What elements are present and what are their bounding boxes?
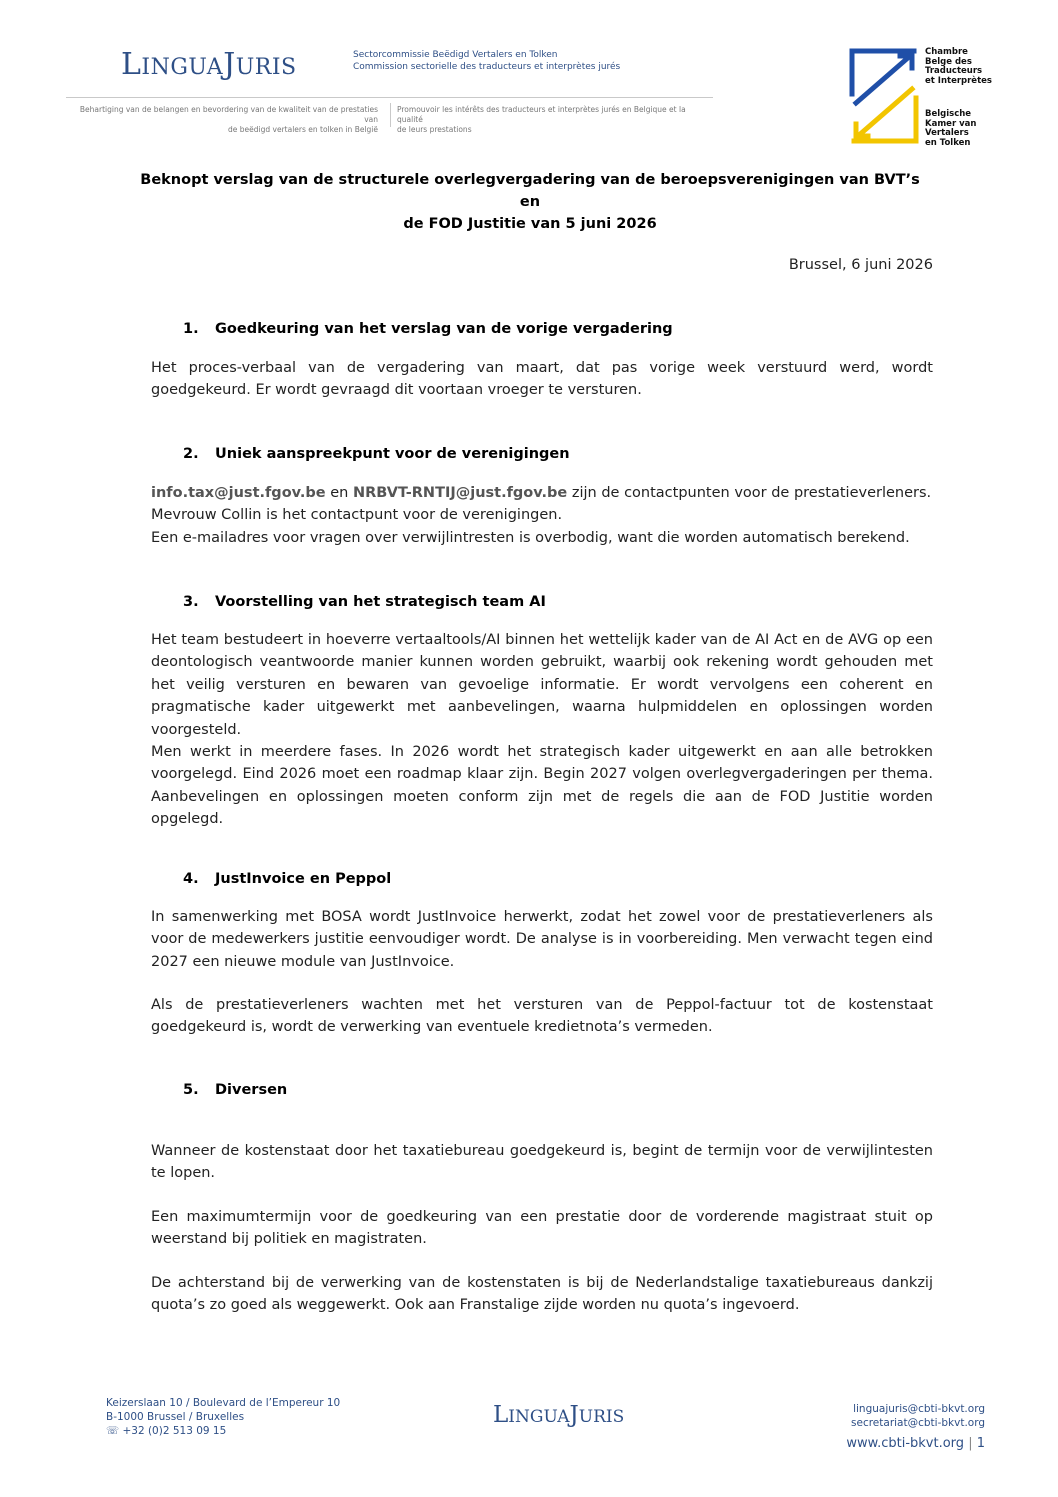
separator: | xyxy=(968,1436,973,1451)
contact-line: Mevrouw Collin is het contactpunt voor de verenigingen. xyxy=(151,507,563,524)
paragraph: Een maximumtermijn voor de goedkeuring van een prestatie door de vorderende magistraat stuit op weerstand bij politiek en magistraten. xyxy=(151,1209,933,1248)
section-number: 2. xyxy=(183,446,199,462)
contact-line xyxy=(151,482,933,504)
logo-letter: L xyxy=(121,47,142,82)
section-heading xyxy=(183,321,673,337)
section-title: JustInvoice en Peppol xyxy=(215,871,392,887)
chamber-fr-line: Belge des xyxy=(925,56,972,67)
tagline-divider xyxy=(390,103,391,127)
paragraph: Men werkt in meerdere fases. In 2026 wordt het strategisch kader uitgewerkt en aan alle betrokken voorgelegd. Eind 2026 moet een roadmap klaar zijn. Begin 2027 volgen overlegvergaderingen per thema. Aanbevelingen en oplossingen moeten conform zijn met de regels die aan de FOD Justitie worden opgelegd. xyxy=(151,744,933,828)
document-title-line: de FOD Justitie van 5 juni 2026 xyxy=(403,216,657,232)
contact-paragraph xyxy=(151,482,933,549)
address-line: B-1000 Brussel / Bruxelles xyxy=(106,1411,245,1423)
chamber-logo-icon xyxy=(848,48,920,144)
tagline-fr-line: de leurs prestations xyxy=(397,125,472,134)
commission-nl: Sectorcommissie Beëdigd Vertalers en Tolken xyxy=(353,50,558,60)
tagline-nl-line: Behartiging van de belangen en bevordering van de kwaliteit van de prestaties van xyxy=(79,105,378,124)
section-title: Uniek aanspreekpunt voor de verenigingen xyxy=(215,446,570,462)
section-number: 5. xyxy=(183,1082,199,1098)
footer-linguajuris-logo xyxy=(493,1404,624,1427)
linguajuris-logo xyxy=(121,47,297,82)
text-fragment: en xyxy=(325,485,353,501)
chamber-nl-line: Vertalers xyxy=(925,128,969,138)
logo-letters: URIS xyxy=(235,55,297,80)
paragraph: Het team bestudeert in hoeverre vertaaltools/AI binnen het wettelijk kader van de AI Act en de AVG op een deontologisch veantwoorde manier kunnen worden gebruikt, waarbij ook rekening wordt gehouden met het veilig versturen en bewaren van gevoelige informatie. Er wordt vervolgens een coherent en pragmatische kader uitgewerkt met aanbevelingen, waarna hulpmiddelen en oplossingen worden voorgesteld. xyxy=(151,632,933,738)
tagline-nl xyxy=(66,105,378,135)
section-heading xyxy=(183,871,391,887)
chamber-nl-line: Belgische xyxy=(925,109,972,119)
footer-web xyxy=(780,1436,985,1451)
contact-line: Een e-mailadres voor vragen over verwijlintresten is overbodig, want die worden automatisch berekend. xyxy=(151,529,910,546)
chamber-name-nl xyxy=(925,110,976,148)
footer-emails xyxy=(780,1402,985,1430)
chamber-fr-line: et Interprètes xyxy=(925,75,992,86)
tagline-nl-line: de beëdigd vertalers en tolken in België xyxy=(228,125,378,134)
phone-number: ☏ +32 (0)2 513 09 15 xyxy=(106,1425,227,1437)
tagline-fr xyxy=(397,105,707,135)
commission-names xyxy=(353,49,620,73)
tagline-fr-line: Promouvoir les intérêts des traducteurs et interprètes jurés en Belgique et la qualité xyxy=(397,105,686,124)
section-title: Goedkeuring van het verslag van de vorige vergadering xyxy=(215,321,673,337)
paragraph: Het proces-verbaal van de vergadering van maart, dat pas vorige week verstuurd werd, wordt goedgekeurd. Er wordt gevraagd dit voortaan vroeger te versturen. xyxy=(151,360,933,399)
logo-letters: URIS xyxy=(578,1407,625,1427)
document-title xyxy=(140,169,920,235)
header-divider xyxy=(66,97,713,98)
commission-fr: Commission sectorielle des traducteurs et interprètes jurés xyxy=(353,62,621,72)
section-number: 4. xyxy=(183,871,199,887)
chamber-nl-line: en Tolken xyxy=(925,137,971,148)
chamber-name-fr xyxy=(925,48,992,86)
logo-letter: J xyxy=(223,47,236,82)
text-fragment: zijn de contactpunten voor de prestatieverleners. xyxy=(567,485,932,501)
document-date: Brussel, 6 juni 2026 xyxy=(788,257,933,273)
document-title-line: Beknopt verslag van de structurele overlegvergadering van de beroepsverenigingen van BVT’s en xyxy=(140,172,920,210)
paragraph: De achterstand bij de verwerking van de kostenstaten is bij de Nederlandstalige taxatiebureaus dankzij quota’s zo goed als weggewerkt. Ook aan Franstalige zijde worden nu quota’s ingevoerd. xyxy=(151,1275,933,1314)
section-title: Diversen xyxy=(215,1082,288,1098)
address-line: Keizerslaan 10 / Boulevard de l’Empereur 10 xyxy=(106,1397,341,1409)
section-heading xyxy=(183,446,570,462)
paragraph: Wanneer de kostenstaat door het taxatiebureau goedgekeurd is, begint de termijn voor de verwijlintesten te lopen. xyxy=(151,1143,933,1182)
section-number: 3. xyxy=(183,594,199,610)
section-heading xyxy=(183,594,546,610)
email-link[interactable]: NRBVT-RNTIJ@just.fgov.be xyxy=(353,485,568,501)
email-link[interactable]: info.tax@just.fgov.be xyxy=(151,485,326,501)
logo-letters: INGUA xyxy=(508,1407,570,1427)
paragraph: Als de prestatieverleners wachten met het versturen van de Peppol-factuur tot de kostenstaat goedgekeurd is, wordt de verwerking van eventuele kredietnota’s vermeden. xyxy=(151,997,933,1036)
footer-address xyxy=(106,1396,340,1438)
section-title: Voorstelling van het strategisch team AI xyxy=(215,594,546,610)
logo-letter: L xyxy=(493,1402,509,1428)
chamber-nl-line: Kamer van xyxy=(925,118,977,129)
section-number: 1. xyxy=(183,321,199,337)
chamber-fr-line: Chambre xyxy=(925,47,968,57)
logo-letter: J xyxy=(569,1402,579,1428)
footer-email-link[interactable]: secretariat@cbti-bkvt.org xyxy=(851,1417,985,1429)
website-link[interactable]: www.cbti-bkvt.org xyxy=(846,1436,965,1451)
page-number: 1 xyxy=(976,1436,985,1451)
chamber-fr-line: Traducteurs xyxy=(925,66,983,76)
paragraph-block xyxy=(151,629,933,831)
paragraph: In samenwerking met BOSA wordt JustInvoice herwerkt, zodat het zowel voor de prestatieverleners als voor de medewerkers justitie eenvoudiger wordt. De analyse is in voorbereiding. Men verwacht tegen eind 2027 een nieuwe module van JustInvoice. xyxy=(151,909,933,970)
logo-letters: INGUA xyxy=(141,55,224,80)
section-heading xyxy=(183,1082,287,1098)
footer-email-link[interactable]: linguajuris@cbti-bkvt.org xyxy=(853,1403,985,1415)
